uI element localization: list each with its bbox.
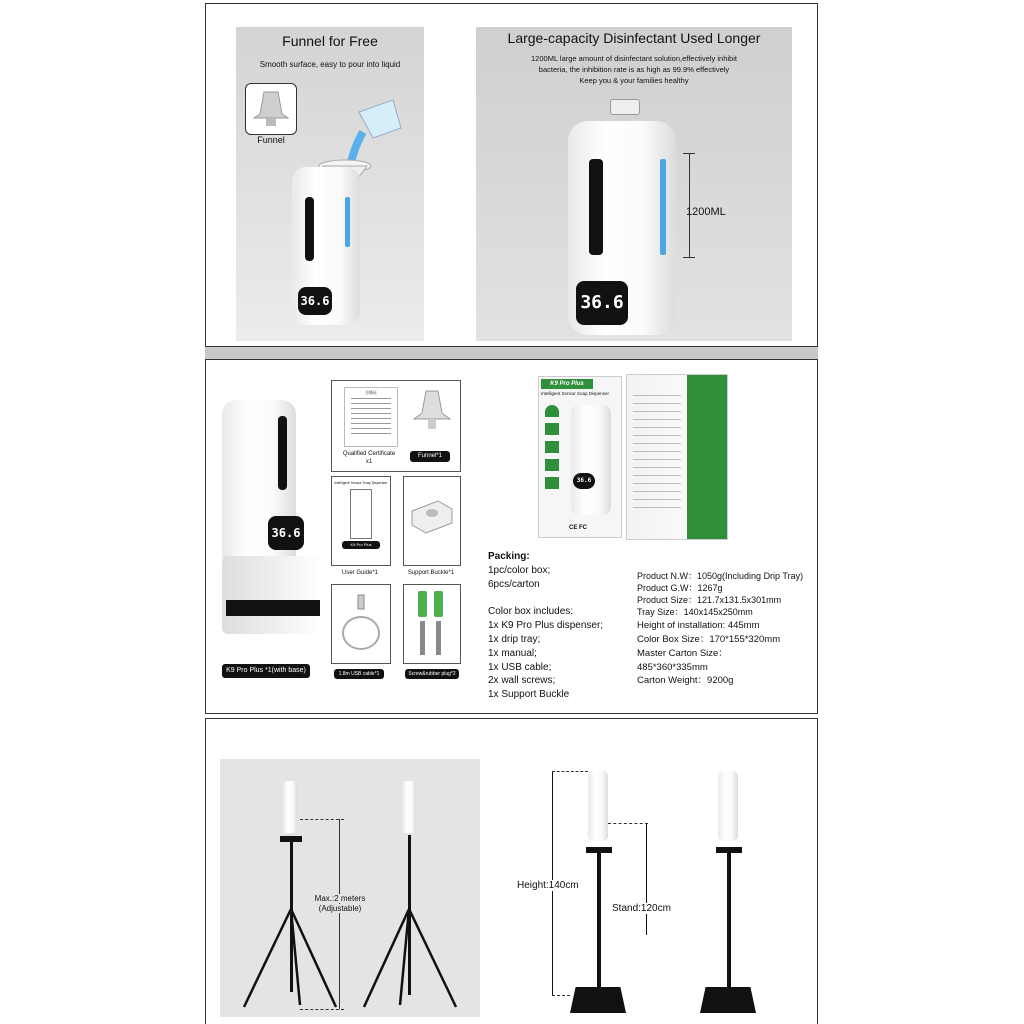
box-dispenser [571, 405, 611, 515]
green-icons [545, 405, 559, 495]
spec-line: Carton Weight：9200g [637, 675, 734, 686]
buckle-icon [408, 497, 456, 537]
tripod-dim-bottom [300, 1009, 344, 1010]
spec-line: Master Carton Size： [637, 648, 728, 659]
screw [436, 621, 441, 655]
rubber-plug [418, 591, 427, 617]
stand-base [700, 987, 756, 1013]
screw [420, 621, 425, 655]
spec-line: Product N.W：1050g(Including Drip Tray) [637, 571, 804, 581]
screws-label: Screw&rubber plug*2 [405, 669, 459, 679]
support-buckle-label: Support Buckle*1 [407, 570, 455, 576]
include-item: 1x manual; [488, 648, 537, 659]
refill-cap [610, 99, 640, 115]
box-side-lines [633, 395, 681, 515]
capacity-line-1: 1200ML large amount of disinfectant solution,effectively inhibit [531, 54, 737, 63]
include-item: 1x USB cable; [488, 662, 552, 673]
usb-cable-label: 1.8m USB cable*1 [334, 669, 384, 679]
funnel-icon [246, 84, 296, 134]
tripod-dispenser [402, 781, 416, 833]
usb-cable-box [331, 584, 391, 664]
certificate-label-1: Qualified Certificate [342, 451, 396, 457]
height-dim-bottom [552, 995, 570, 996]
stand-dim-line [646, 823, 647, 935]
certificate-box [331, 380, 461, 472]
spec-line: Product G.W：1267g [637, 583, 723, 593]
height-dim-top [552, 771, 588, 772]
tripod-legs [360, 909, 460, 1011]
user-guide-text: Intelligent Sensor Soap Dispenser [334, 481, 388, 485]
user-guide-brand: K9 Pro Plus [342, 541, 380, 549]
volume-marker-bottom [683, 257, 695, 258]
tripod-label-1: Max.:2 meters [310, 894, 370, 903]
capacity-line-2: bacteria, the inhibition rate is as high as 99.9% effectively [538, 65, 730, 74]
stand-pole [727, 853, 731, 989]
cert-marks: CE FC [569, 525, 587, 531]
tripod-dim-top [300, 819, 344, 820]
main-item-label: K9 Pro Plus *1(with base) [222, 664, 310, 678]
tripod-dim-line [339, 819, 340, 1009]
color-box-image [536, 372, 728, 538]
user-guide-label: User Guide*1 [341, 570, 379, 576]
user-guide-sketch [350, 489, 372, 539]
capacity-line-3: Keep you & your families healthy [579, 76, 689, 85]
certificate-title: 合格证 [365, 390, 377, 395]
tripod-dispenser [283, 781, 297, 833]
tripod-label-2: (Adjustable) [310, 904, 370, 913]
usb-cable-icon [338, 593, 384, 657]
funnel-image [236, 27, 424, 341]
section-divider [205, 347, 818, 359]
funnel-subtitle: Smooth surface, easy to pour into liquid [259, 60, 401, 69]
certificate-card [344, 387, 398, 447]
spec-line: Tray Size：140x145x250mm [637, 607, 753, 617]
dispenser-with-base [222, 400, 301, 574]
funnel-icon [412, 387, 452, 435]
color-box-product-name: Intelligent Sensor Soap Dispenser [541, 391, 610, 396]
volume-label: 1200ML [686, 206, 726, 218]
stand-dim-top [608, 823, 648, 824]
packing-line-1: 1pc/color box; [488, 565, 551, 576]
level-window [589, 159, 603, 255]
stand-pole [597, 853, 601, 989]
stand-dispenser [718, 771, 738, 841]
color-box-front [538, 376, 622, 538]
level-window [278, 416, 287, 490]
user-guide-box [331, 476, 391, 566]
stand-label: Stand:120cm [612, 903, 671, 914]
drip-tray [226, 600, 320, 616]
packing-line-2: 6pcs/carton [488, 579, 540, 590]
funnel-label: Funnel*1 [410, 451, 450, 462]
stand-dispenser [588, 771, 608, 841]
stand-base [570, 987, 626, 1013]
includes-heading: Color box includes: [488, 606, 574, 617]
color-box-side [626, 374, 728, 540]
level-window [305, 197, 314, 261]
funnel-inset [245, 83, 297, 135]
temp-display: 36.6 [298, 287, 332, 315]
include-item: 2x wall screws; [488, 675, 556, 686]
include-item: 1x drip tray; [488, 634, 541, 645]
packing-heading: Packing: [488, 551, 530, 562]
funnel-title: Funnel for Free [282, 33, 378, 49]
color-box-brand: K9 Pro Plus [541, 379, 593, 389]
include-item: 1x Support Buckle [488, 689, 570, 700]
screws-box [403, 584, 461, 664]
rubber-plug [434, 591, 443, 617]
spec-line: Color Box Size：170*155*320mm [637, 634, 781, 645]
spec-line: Product Size：121.7x131.5x301mm [637, 595, 782, 605]
capacity-image [476, 27, 792, 341]
funnel-inset-label: Funnel [257, 135, 285, 145]
capacity-title: Large-capacity Disinfectant Used Longer [507, 30, 761, 46]
certificate-label-2: x1 [365, 459, 373, 465]
support-buckle-box [403, 476, 461, 566]
funnel-capacity-panel [205, 3, 818, 347]
spec-line: 485*360*335mm [637, 662, 708, 673]
temp-display: 36.6 [576, 281, 628, 325]
volume-marker-top [683, 153, 695, 154]
funnel-dispenser [292, 167, 360, 325]
tripod-image [220, 759, 480, 1017]
capacity-dispenser [568, 121, 676, 335]
stands-panel [205, 718, 818, 1024]
certificate-lines [351, 398, 391, 438]
temp-display: 36.6 [268, 516, 304, 550]
height-label: Height:140cm [517, 880, 579, 891]
spec-line: Height of installation: 445mm [637, 620, 760, 631]
level-stripe [660, 159, 666, 255]
package-contents-panel [205, 359, 818, 714]
drip-base [222, 556, 322, 634]
include-item: 1x K9 Pro Plus dispenser; [488, 620, 604, 631]
box-side-green [687, 375, 727, 539]
tripod-legs [240, 909, 340, 1011]
volume-marker [689, 153, 690, 257]
level-stripe [345, 197, 350, 247]
temp-display: 36.6 [573, 473, 595, 489]
